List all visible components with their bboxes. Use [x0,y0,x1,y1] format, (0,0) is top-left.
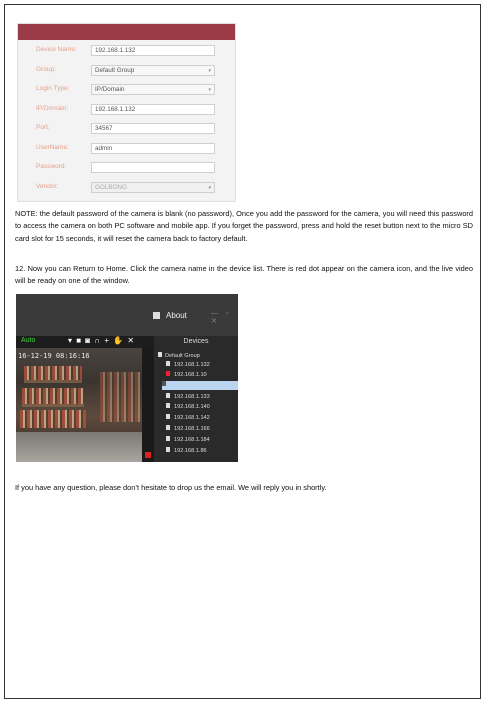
password-input[interactable] [91,162,215,173]
about-label: About [166,311,187,320]
devices-header: Devices [154,336,238,348]
device-label: 192.168.1.10 [174,372,207,378]
app-title-bar [16,294,238,336]
camera-online-icon [166,371,170,376]
store-shelf-goods [20,410,86,428]
form-row-vendor [18,182,235,195]
wifi-icon [166,447,170,452]
form-header-bar [18,24,235,40]
device-item[interactable] [166,393,238,402]
chevron-down-icon: ▾ [208,68,211,74]
store-floor [16,432,148,462]
form-row-port [18,123,235,136]
video-toolbar [16,336,154,348]
group-label: Group: [36,66,56,73]
device-label: 192.168.1.140 [174,404,210,410]
device-label: 192.168.1.166 [174,426,210,432]
camera-icon [166,393,170,398]
device-item[interactable] [166,371,238,380]
store-shelf-goods [100,372,140,422]
channel-strip [142,348,154,462]
group-icon [158,352,162,357]
form-row-ip-domain [18,104,235,117]
device-label: 192.168.1.184 [174,437,210,443]
store-shelf [24,380,82,383]
port-label: Port: [36,124,50,131]
camera-icon [166,403,170,408]
device-label: 192.168.1.142 [174,415,210,421]
step-12-paragraph: 12. Now you can Return to Home. Click the camera name in the device list. There is red dot appear on the camera icon, and the live video will be ready on one of the window. [15,264,473,286]
live-video[interactable] [16,348,148,462]
device-name-label: Device Name: [36,46,77,53]
camera-icon [166,414,170,419]
device-label: 192.168.1.10 [170,382,203,388]
record-indicator-icon [145,452,151,458]
store-shelf [22,404,84,407]
login-type-label: Login Type: [36,85,70,92]
note-paragraph: NOTE: the default password of the camera is blank (no password), Once you add the password for the camera, you will need this password to access the camera on both PC software and mobile app. If you forget the password, press and hold the reset button next to the micro SD card slot for 15 seconds, it will reset the camera back to factory default. [15,209,473,243]
device-item[interactable] [166,414,238,423]
shirt-icon [153,312,160,319]
chevron-down-icon: ▾ [208,185,211,191]
form-row-username [18,143,235,156]
username-label: UserName: [36,144,69,151]
login-type-value: IP/Domain [95,86,125,93]
store-shelf-goods [22,388,84,404]
login-type-select[interactable] [91,84,215,95]
ip-domain-label: IP/Domain: [36,105,69,112]
toolbar-icons[interactable]: ▾ ■ ◙ ∩ + ✋ ✕ [68,336,136,345]
device-name-input[interactable]: 192.168.1.132 [91,45,215,56]
vendor-select[interactable] [91,182,215,193]
ip-domain-input[interactable]: 192.168.1.132 [91,104,215,115]
device-item[interactable] [166,436,238,445]
group-select[interactable] [91,65,215,76]
form-row-password [18,162,235,175]
group-label: Default Group [165,353,200,359]
device-list [154,348,238,462]
group-select-value: Default Group [95,67,135,74]
mode-label[interactable]: Auto [21,337,36,344]
device-item-selected[interactable] [162,381,238,390]
device-item[interactable] [166,361,238,370]
device-label: 192.168.1.133 [174,394,210,400]
device-group[interactable] [158,352,200,359]
video-timestamp: 16-12-19 08:16:16 [18,352,90,360]
about-button[interactable] [153,311,187,320]
vendor-label: Vendor: [36,183,59,190]
form-row-group [18,65,235,78]
port-input[interactable]: 34567 [91,123,215,134]
camera-icon [166,425,170,430]
store-shelf-goods [24,366,82,380]
camera-app-screenshot [16,294,238,462]
camera-icon [166,436,170,441]
camera-icon [162,381,166,386]
username-input[interactable]: admin [91,143,215,154]
device-label: 192.168.1.86 [174,448,207,454]
device-label: 192.168.1.132 [174,362,210,368]
device-form-screenshot [17,23,236,202]
camera-icon [166,361,170,366]
form-row-device-name [18,45,235,58]
password-label: Password: [36,163,67,170]
chevron-down-icon: ▾ [208,87,211,93]
window-controls[interactable]: — ▫ ✕ [211,310,232,325]
device-item[interactable] [166,425,238,434]
closing-paragraph: If you have any question, please don’t hesitate to drop us the email. We will reply you in shortly. [15,483,327,492]
vendor-select-value: GOLBONG [95,184,127,191]
device-item[interactable] [166,403,238,412]
form-row-login-type [18,84,235,97]
device-item[interactable] [166,447,238,456]
